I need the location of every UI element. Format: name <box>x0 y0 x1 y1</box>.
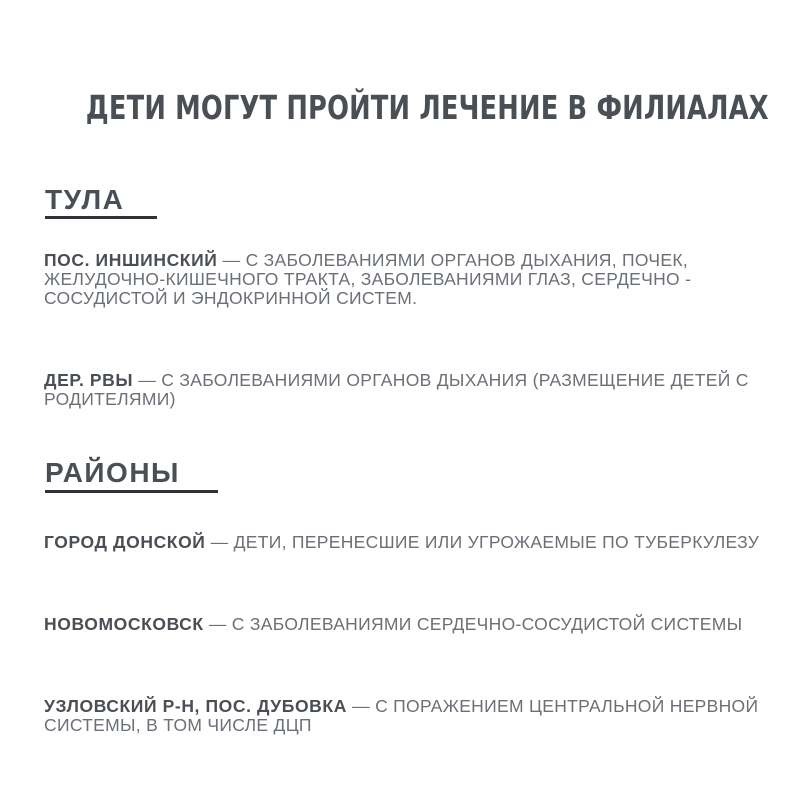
entry-rvy <box>44 371 764 409</box>
section-heading-tula: ТУЛА <box>45 184 125 215</box>
entry-novomoskovsk <box>44 615 764 634</box>
entry-place: ДЕР. РВЫ <box>44 370 134 390</box>
entry-place: НОВОМОСКОВСК <box>44 614 204 634</box>
entry-inshinsky <box>44 251 764 308</box>
entry-place: УЗЛОВСКИЙ Р-Н, ПОС. ДУБОВКА <box>44 696 347 716</box>
entry-place: ПОС. ИНШИНСКИЙ <box>44 250 218 270</box>
section-underline-districts <box>45 490 218 493</box>
entry-dubovka <box>44 697 764 735</box>
entry-description: — С ЗАБОЛЕВАНИЯМИ ОРГАНОВ ДЫХАНИЯ (РАЗМЕЩЕНИЕ ДЕТЕЙ С РОДИТЕЛЯМИ) <box>44 370 749 409</box>
entry-description: — ДЕТИ, ПЕРЕНЕСШИЕ ИЛИ УГРОЖАЕМЫЕ ПО ТУБЕРКУЛЕЗУ <box>205 532 760 552</box>
entry-description: — С ЗАБОЛЕВАНИЯМИ СЕРДЕЧНО-СОСУДИСТОЙ СИСТЕМЫ <box>203 614 743 634</box>
entry-donskoy <box>44 533 764 552</box>
page-title: ДЕТИ МОГУТ ПРОЙТИ ЛЕЧЕНИЕ В ФИЛИАЛАХ <box>85 88 769 127</box>
entry-description: — С ЗАБОЛЕВАНИЯМИ ОРГАНОВ ДЫХАНИЯ, ПОЧЕК, ЖЕЛУДОЧНО-КИШЕЧНОГО ТРАКТА, ЗАБОЛЕВАНИЯМИ ГЛАЗ, СЕРДЕЧНО - СОСУДИСТОЙ И ЭНДОКРИННОЙ СИСТЕМ. <box>44 250 692 308</box>
entry-description: — С ПОРАЖЕНИЕМ ЦЕНТРАЛЬНОЙ НЕРВНОЙ СИСТЕМЫ, В ТОМ ЧИСЛЕ ДЦП <box>44 696 759 735</box>
entry-place: ГОРОД ДОНСКОЙ <box>44 532 206 552</box>
section-underline-tula <box>45 216 157 219</box>
section-heading-districts: РАЙОНЫ <box>45 457 180 488</box>
